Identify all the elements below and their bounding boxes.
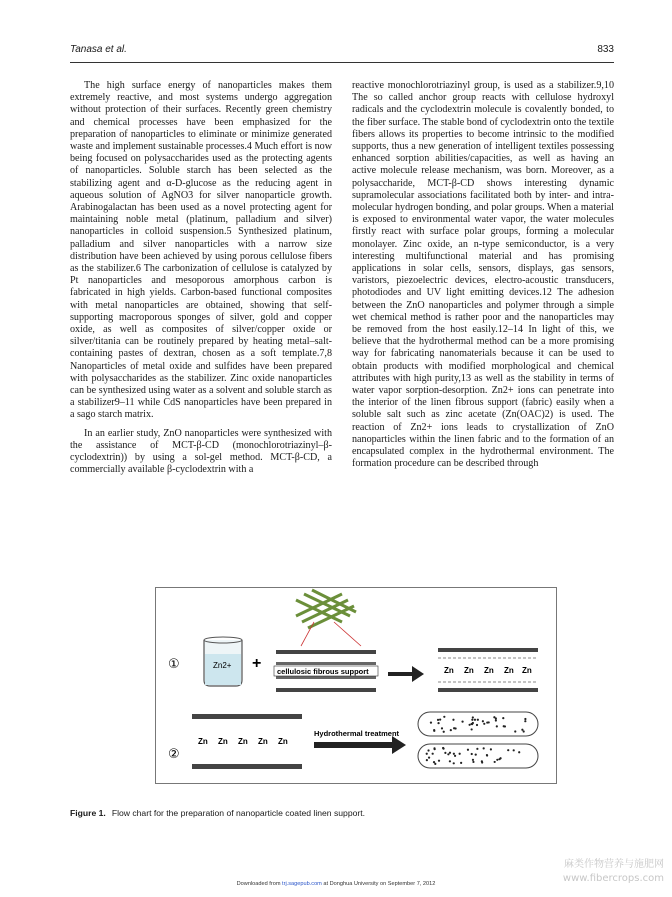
running-header [70,44,614,60]
zno-particle [471,753,473,755]
zno-particle [499,757,501,759]
zno-particle [442,747,444,749]
zno-particle [426,753,428,755]
step-2-label: ② [168,746,180,761]
zn-label: Zn [238,737,248,746]
zno-particle [472,716,474,718]
process-arrow-icon [388,666,424,682]
support-label: cellulosic fibrous support [277,667,369,676]
zno-particle [430,721,432,723]
zn-label: Zn [484,666,494,675]
zno-particle [481,761,483,763]
zno-particle [507,749,509,751]
zno-particle [432,753,434,755]
zno-particle [496,759,498,761]
zno-particle [472,722,474,724]
fibrous-mesh-icon [296,590,356,628]
zno-particle [474,719,476,721]
page-number: 833 [597,44,614,55]
zno-particle [427,749,429,751]
zno-particle [459,753,461,755]
zno-particle [496,725,498,727]
zno-particle [483,723,485,725]
figure-1 [155,587,557,784]
paragraph: In an earlier study, ZnO nanoparticles were synthesized with the assistance of MCT-β-CD (monochlorotriazinyl–β-cyclodextrin)) by using a sol-gel method. MCT-β-CD, a commercially available β-cyclodextrin with a [70,427,332,476]
zoom-line [334,622,361,646]
zno-particle [447,753,449,755]
watermark-line1: 麻类作物营养与施肥网 [564,859,664,870]
zno-particle [490,748,492,750]
zn-label: Zn [258,737,268,746]
zno-particle [444,752,446,754]
zn-label: Zn [218,737,228,746]
zno-particle [428,757,430,759]
zno-particle [483,747,485,749]
zn-label: Zn [198,737,208,746]
zno-particle [443,716,445,718]
zno-particle [437,722,439,724]
zno-particle [434,748,436,750]
zno-particle [502,717,504,719]
zno-particle [437,719,439,721]
paragraph: The high surface energy of nanoparticles makes them extremely reactive, and most systems undergo aggregation without protection of their surfaces. Recently green chemistry and chemical processes have been emphasized for the preparation of nanoparticles to eliminate or minimize generated waste and implement sustainable processes.4 Much effort is now being focused on polysaccharides used as the protecting agents of nanoparticles. Soluble starch has been selected as the stabilizing agent and α-D-glucose as the reducing agent in aqueous solution of AgNO3 for silver nanoparticle growth. Arabinogalactan has been used as a novel protecting agent for maintaining noble metal (platinum, palladium and silver) nanoparticles in colloid suspension.5 Synthesized platinum, palladium and silver nanoparticles with a narrow size distribution have been achieved by using porous cellulose fibers as the stabilizer.6 The carbonization of cellulose is catalyzed by Pt nanoparticles and mesoporous amorphous carbon is fabricated in high yields. Carbon-based functional composites with metal nanoparticles are obtained, showing that self-supporting macroporous sponges of silver, gold and copper oxide, as well as composites of silver/copper oxide or silver/titania can be routinely prepared by heating metal–salt-containing pastes of dextran, chosen as a soft template.7,8 Nanoparticles of metal oxide and sulfides have been prepared with polysaccharides as the stabilizer. Zinc oxide nanoparticles can be synthesized using water as a solvent and soluble starch as a stabilizer9–11 while CdS nanoparticles have been prepared in a sago starch matrix. [70,80,332,421]
right-column [352,80,614,471]
zno-particle [469,724,471,726]
zno-particle [452,719,454,721]
figure-caption-label: Figure 1. [70,808,106,818]
zno-particle [453,753,455,755]
zno-particle [433,761,435,763]
zno-particle [439,718,441,720]
zno-particle [471,719,473,721]
zoom-line [301,622,314,646]
zno-particle [495,717,497,719]
step-1-label: ① [168,656,180,671]
zno-particle [475,754,477,756]
zno-particle [453,762,455,764]
zno-particle [477,719,479,721]
zno-particle [449,752,451,754]
hydrothermal-arrow-icon [314,736,406,754]
zno-particle [434,763,436,765]
zno-particle [450,729,452,731]
footer-link[interactable]: trj.sagepub.com [282,881,322,887]
zno-particle [426,759,428,761]
zno-particle [441,727,443,729]
footer-prefix: Downloaded from [236,881,283,887]
zno-particle [471,728,473,730]
zno-particle [460,762,462,764]
zno-particle [524,720,526,722]
zno-particle [472,759,474,761]
watermark-line2: www.fibercrops.com [562,873,664,884]
zno-particle [495,719,497,721]
zno-particle [488,721,490,723]
beaker-label: Zn2+ [213,661,232,670]
flow-chart-diagram [156,588,556,783]
zn-label: Zn [522,666,532,675]
zno-particle [482,720,484,722]
zno-particle [503,725,505,727]
zno-particle [449,760,451,762]
zno-particle [513,749,515,751]
zno-particle [454,755,456,757]
zn-label: Zn [278,737,288,746]
header-rule [70,62,614,63]
zno-particle [472,761,474,763]
zno-particle [433,730,435,732]
figure-caption-text: Flow chart for the preparation of nanoparticle coated linen support. [111,808,366,818]
zno-particle [518,751,520,753]
left-column [70,80,332,477]
zno-particle [461,721,463,723]
zn-label: Zn [444,666,454,675]
plus-sign: + [252,655,262,672]
footer-suffix: at Donghua University on September 7, 2012 [321,881,436,887]
zno-particle [443,731,445,733]
zno-particle [521,729,523,731]
figure-caption [70,808,610,818]
hydrothermal-label: Hydrothermal treatment [314,729,400,738]
zno-particle [476,748,478,750]
zn-label: Zn [464,666,474,675]
zno-particle [524,718,526,720]
zno-particle [486,754,488,756]
zn-label: Zn [504,666,514,675]
zno-particle [476,724,478,726]
running-header-authors: Tanasa et al. [70,44,127,55]
zno-particle [523,730,525,732]
zno-particle [514,730,516,732]
paragraph: reactive monochlorotriazinyl group, is used as a stabilizer.9,10 The so called anchor group reacts with cellulose hydroxyl radicals and the cyclodextrin molecule is covalently bonded, to the fiber surface. The stable bond of cyclodextrin onto the textile fibers allows its properties to become intrinsic to the modified supports, thus a new generation of intelligent textiles possessing enhanced sorption abilities/capacities, as well as having an active molecule release mechanism, was born. Moreover, as a polysaccharide, MCT-β-CD shows interesting dynamic supramolecular associations facilitated both by inter- and intra-molecular hydrogen bonding, and polar groups. When a material is exposed to environmental water vapor, the water molecules firstly react with surface polar groups, forming a molecular monolayer. Zinc oxide, an n-type semiconductor, is a very interesting multifunctional material and has promising applications in solar cells, sensors, displays, gas sensors, varistors, piezoelectric devices, electro-acoustic transducers, photodiodes and UV light emitting devices.12 The adhesion between the ZnO nanoparticles and polymer through a simple wet chemical method is rather poor and the nanoparticles may be removed from the host easily.12–14 In light of this, we believe that the hydrothermal method can be a more promising way for fabricating nanomaterials because it can be used to obtain products with modified morphological and chemical attributes with high purity,13 as well as the stability in terms of water vapor sorption-desorption. Zn2+ ions can penetrate into the interior of the linen fibrous support (fabric) easily when a soluble salt such as zinc acetate (Zn(OAC)2) is used. The reaction of Zn2+ ions leads to crystallization of ZnO nanoparticles within the linen fabric and to the formation of an encapsulated complex in the hydrothermal environment. The formation procedure can be described through [352,80,614,470]
zno-particle [494,761,496,763]
zno-particle [453,727,455,729]
zno-particle [467,749,469,751]
watermark [563,858,664,886]
zno-particle [438,760,440,762]
